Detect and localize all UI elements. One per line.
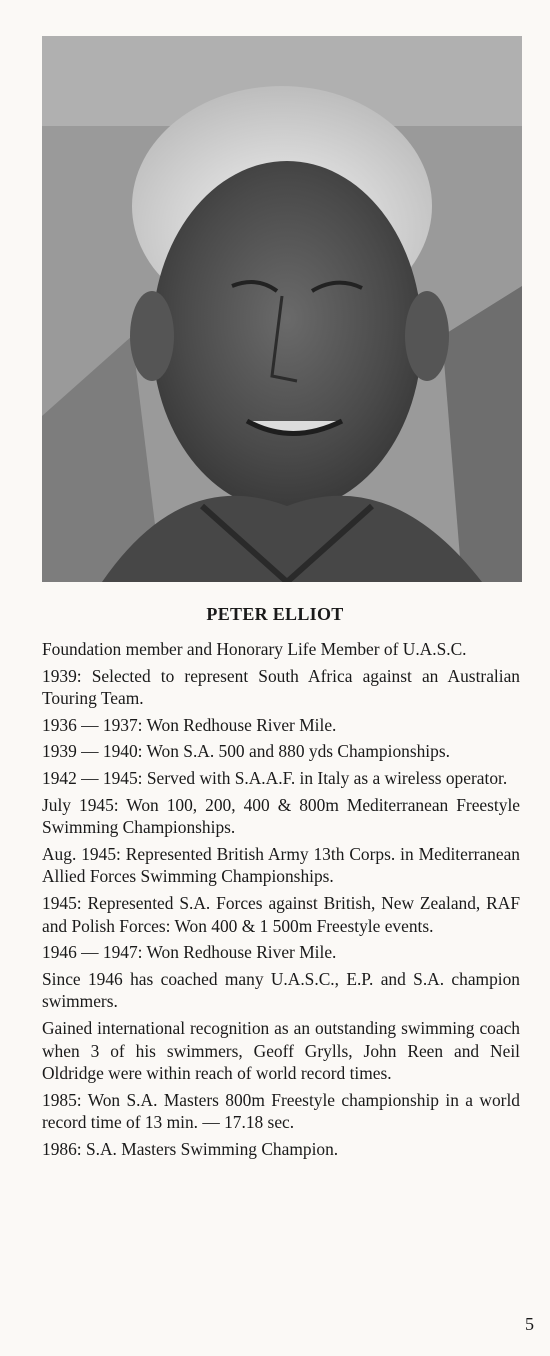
page-number: 5 — [525, 1314, 534, 1334]
bio-entry: 1939 — 1940: Won S.A. 500 and 880 yds Championships. — [42, 741, 450, 762]
biography — [42, 638, 520, 1164]
bio-entry: July 1945: Won 100, 200, 400 & 800m Mediterranean Freestyle Swimming Championships. — [42, 794, 520, 838]
bio-entry: 1942 — 1945: Served with S.A.A.F. in Italy as a wireless operator. — [42, 767, 508, 788]
bio-entry: Aug. 1945: Represented British Army 13th Corps. in Mediterranean Allied Forces Swimming Championships. — [42, 843, 520, 887]
person-name: PETER ELLIOT — [206, 604, 344, 624]
bio-entry: 1985: Won S.A. Masters 800m Freestyle championship in a world record time of 13 min. — 17.18 sec. — [42, 1089, 520, 1133]
bio-entry: 1946 — 1947: Won Redhouse River Mile. — [42, 942, 337, 963]
portrait-photo — [42, 36, 522, 582]
bio-entry: Foundation member and Honorary Life Member of U.A.S.C. — [42, 639, 467, 659]
bio-entry: 1986: S.A. Masters Swimming Champion. — [42, 1138, 339, 1159]
bio-entry: 1945: Represented S.A. Forces against British, New Zealand, RAF and Polish Forces: Won 400 & 1 500m Freestyle events. — [42, 892, 520, 936]
bio-entry: Gained international recognition as an outstanding swimming coach when 3 of his swimmers, Geoff Grylls, John Reen and Neil Oldridge were within reach of world record times. — [42, 1017, 520, 1084]
bio-entry: 1939: Selected to represent South Africa against an Australian Touring Team. — [42, 665, 520, 709]
bio-entry: 1936 — 1937: Won Redhouse River Mile. — [42, 714, 337, 735]
bio-entry: Since 1946 has coached many U.A.S.C., E.P. and S.A. champion swimmers. — [42, 968, 520, 1012]
portrait-image — [42, 36, 522, 582]
